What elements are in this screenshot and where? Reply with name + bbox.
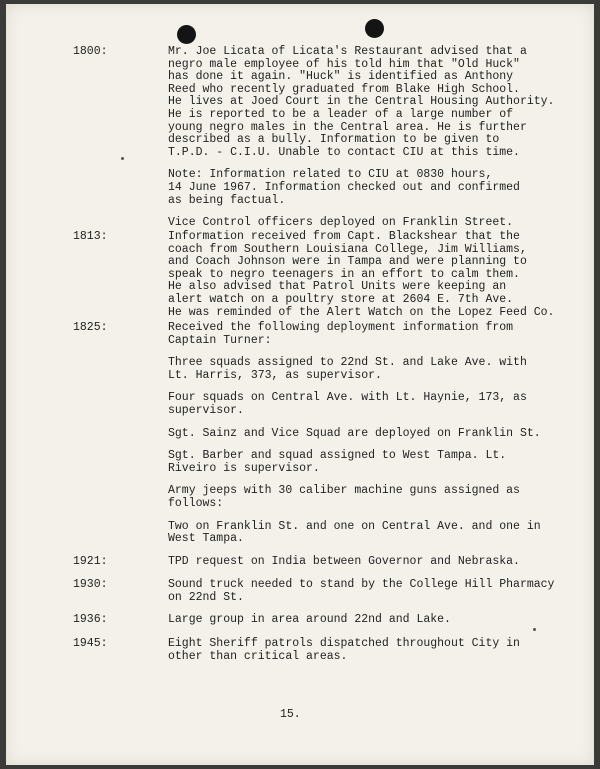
entry-time: 1930: (73, 578, 108, 591)
entry-body (168, 46, 568, 240)
entry-time: 1921: (73, 555, 108, 568)
entry-paragraph: Army jeeps with 30 caliber machine guns assigned as follows: (168, 484, 520, 510)
entry-body (168, 556, 568, 579)
entry-paragraph: Mr. Joe Licata of Licata's Restaurant advised that a negro male employee of his told him that "Old Huck" has done it again. "Huck" is identified as Anthony Reed who recently graduated from Blake High School. He lives at Joed Court in the Central Housing Authority. He is reported to be a leader of a large number of young negro males in the Central area. He is further described as a bully. Information to be given to T.P.D. - C.I.U. Unable to contact CIU at this time. (168, 45, 555, 159)
paper-speck (121, 157, 124, 160)
entry-time: 1936: (73, 613, 108, 626)
punch-hole-left (177, 25, 196, 44)
entry-paragraph: Vice Control officers deployed on Franklin Street. (168, 216, 514, 230)
entry-time: 1825: (73, 321, 108, 334)
entry-paragraph: Sound truck needed to stand by the College Hill Pharmacy on 22nd St. (168, 578, 555, 604)
entry-paragraph: Four squads on Central Ave. with Lt. Haynie, 173, as supervisor. (168, 391, 527, 417)
entry-paragraph: Large group in area around 22nd and Lake. (168, 613, 451, 626)
entry-paragraph: Sgt. Barber and squad assigned to West Tampa. Lt. Riveiro is supervisor. (168, 449, 507, 475)
entry-time: 1800: (73, 45, 108, 58)
entry-body (168, 322, 568, 556)
entry-paragraph: Note: Information related to CIU at 0830 hours, 14 June 1967. Information checked out and confirmed as being factual. (168, 168, 520, 207)
entry-body (168, 579, 568, 614)
document-page (6, 4, 594, 765)
entry-paragraph: Sgt. Sainz and Vice Squad are deployed on Franklin St. (168, 426, 541, 440)
entry-paragraph: TPD request on India between Governor and Nebraska. (168, 555, 520, 568)
entry-time: 1813: (73, 230, 108, 243)
entry-paragraph: Eight Sheriff patrols dispatched throughout City in other than critical areas. (168, 637, 520, 663)
punch-hole-right (365, 19, 384, 38)
entry-body (168, 638, 568, 673)
entry-time: 1945: (73, 637, 108, 650)
entry-paragraph: Two on Franklin St. and one on Central Ave. and one in West Tampa. (168, 519, 541, 546)
entry-paragraph: Received the following deployment information from Captain Turner: (168, 321, 514, 347)
entry-paragraph: Three squads assigned to 22nd St. and Lake Ave. with Lt. Harris, 373, as supervisor. (168, 356, 527, 382)
entry-paragraph: Information received from Capt. Blackshear that the coach from Southern Louisiana College, Jim Williams, and Coach Johnson were in Tampa and were planning to speak to negro teenagers in an effort to calm them. He also advised that Patrol Units were keeping an alert watch on a poultry store at 2604 E. 7th Ave. He was reminded of the Alert Watch on the Lopez Feed Co. (168, 230, 555, 319)
entry-body (168, 614, 568, 637)
page-number: 15. (280, 708, 301, 721)
entry-body (168, 231, 568, 329)
